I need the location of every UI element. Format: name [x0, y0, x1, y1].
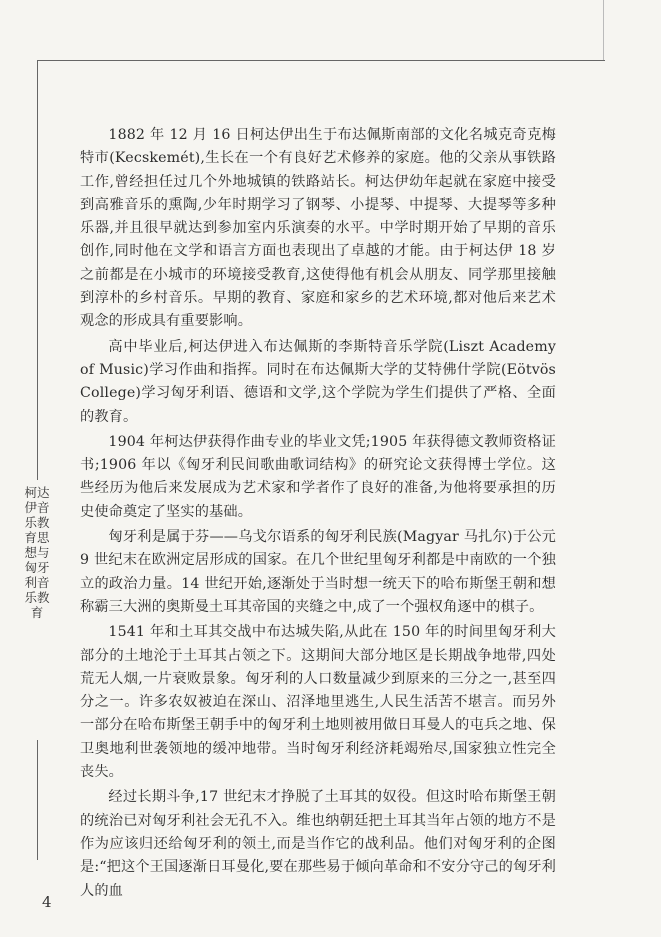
paragraph: 1882 年 12 月 16 日柯达伊出生于布达佩斯南部的文化名城克奇克梅特市(Kecskemét),生长在一个有良好艺术修养的家庭。他的父亲从事铁路工作,曾经担任过几个外地城镇的铁路站长。柯达伊幼年起就在家庭中接受到高雅音乐的熏陶,少年时期学习了钢琴、小提琴、中提琴、大提琴等多种乐器,并且很早就达到参加室内乐演奏的水平。中学时期开始了早期的音乐创作,同时他在文学和语言方面也表现出了卓越的才能。由于柯达伊 18 岁之前都是在小城市的环境接受教育,这使得他有机会从朋友、同学那里接触到淳朴的乡村音乐。早期的教育、家庭和家乡的艺术环境,都对他后来艺术观念的形成具有重要影响。 [80, 127, 556, 330]
running-side-title: 柯达伊音乐教育思想与匈牙利音乐教育 [24, 485, 50, 620]
frame-left-rule-lower [37, 740, 38, 860]
frame-left-rule-upper [37, 60, 38, 480]
paragraph: 1904 年柯达伊获得作曲专业的毕业文凭;1905 年获得德文教师资格证书;1906 年以《匈牙利民间歌曲歌词结构》的研究论文获得博士学位。这些经历为他后来发展成为艺术家和学者作了良好的准备,为他将要承担的历史使命奠定了坚实的基础。 [80, 433, 556, 520]
paragraph: 经过长期斗争,17 世纪末才挣脱了土耳其的奴役。但这时哈布斯堡王朝的统治已对匈牙利社会无孔不入。维也纳朝廷把土耳其当年占领的地方不是作为应该归还给匈牙利的领土,而是当作它的战利品。他们对匈牙利的企图是:“把这个王国逐渐日耳曼化,要在那些易于倾向革命和不安分守己的匈牙利人的血 [80, 789, 556, 899]
paragraph: 1541 年和土耳其交战中布达城失陷,从此在 150 年的时间里匈牙利大部分的土地沦于土耳其占领之下。这期间大部分地区是长期战争地带,四处荒无人烟,一片衰败景象。匈牙利的人口数量减少到原来的三分之一,甚至四分之一。许多农奴被迫在深山、沼泽地里逃生,人民生活苦不堪言。而另外一部分在哈布斯堡王朝手中的匈牙利土地则被用做日耳曼人的屯兵之地、保卫奥地利世袭领地的缓冲地带。当时匈牙利经济耗竭殆尽,国家独立性完全丧失。 [80, 624, 556, 781]
page-number: 4 [42, 893, 52, 911]
frame-top-rule [37, 60, 605, 61]
bleed-through-line [603, 0, 604, 60]
paragraph: 高中毕业后,柯达伊进入布达佩斯的李斯特音乐学院(Liszt Academy of Music)学习作曲和指挥。同时在布达佩斯大学的艾特佛什学院(Eötvös College)学习匈牙利语、德语和文学,这个学院为学生们提供了严格、全面的教育。 [80, 338, 556, 425]
body-text [80, 124, 556, 905]
paragraph: 匈牙利是属于芬——乌戈尔语系的匈牙利民族(Magyar 马扎尔)于公元 9 世纪末在欧洲定居形成的国家。在几个世纪里匈牙利都是中南欧的一个独立的政治力量。14 世纪开始,逐渐处于当时想一统天下的哈布斯堡王朝和想称霸三大洲的奥斯曼土耳其帝国的夹缝之中,成了一个强权角逐中的棋子。 [80, 529, 556, 615]
